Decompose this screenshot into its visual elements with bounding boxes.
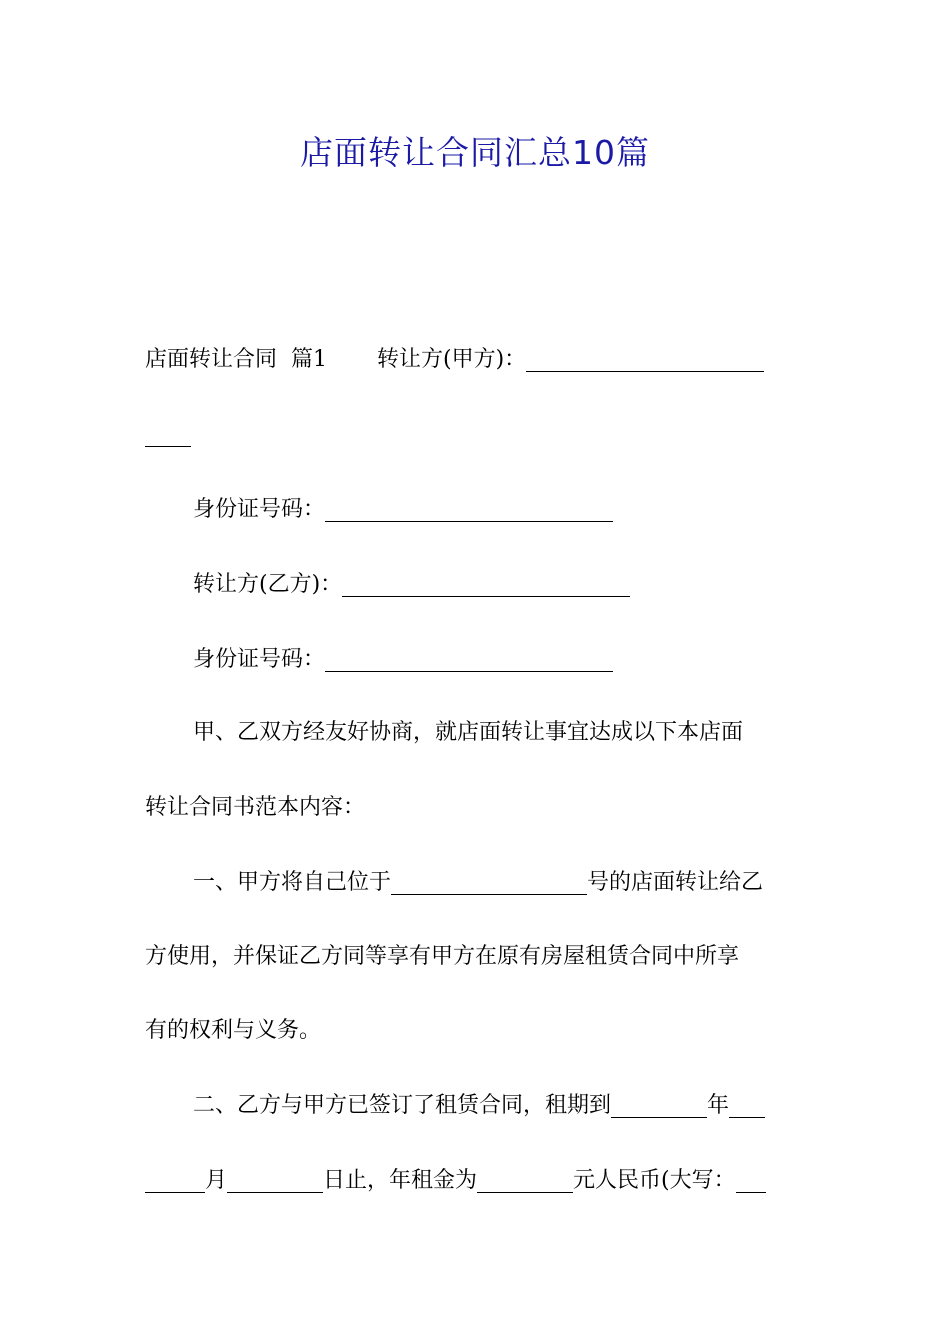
year-blank	[611, 1093, 707, 1118]
document-title: 店面转让合同汇总10篇	[300, 133, 650, 172]
clause-2-year-label: 年	[707, 1093, 730, 1118]
party-a-blank	[526, 347, 764, 372]
clause-1-line-1	[193, 863, 863, 903]
party-a-blank-continuation	[145, 422, 191, 447]
id-line-b	[193, 640, 863, 680]
clause-2-line-1	[193, 1086, 863, 1126]
clause-2-text-b: 日止，年租金为	[323, 1168, 478, 1193]
id-label-b: 身份证号码：	[193, 647, 326, 672]
clause-2-line-2	[145, 1161, 815, 1201]
heading-line	[145, 340, 815, 380]
clause-2-text-a: 二、乙方与甲方已签订了租赁合同，租期到	[193, 1093, 612, 1118]
rent-blank	[477, 1168, 573, 1193]
rent-capital-blank	[736, 1168, 766, 1193]
day-blank	[227, 1168, 323, 1193]
party-a-label: 转让方(甲方)：	[377, 347, 527, 372]
month-blank-start	[729, 1093, 765, 1118]
party-a-blank-continued	[145, 415, 815, 455]
intro-line-2: 转让合同书范本内容：	[145, 795, 366, 820]
id-label-a: 身份证号码：	[193, 497, 326, 522]
party-b-label: 转让方(乙方)：	[193, 572, 343, 597]
section-number: 篇1	[291, 347, 328, 372]
clause-2-month-label: 月	[205, 1168, 228, 1193]
section-heading: 店面转让合同	[145, 347, 278, 372]
party-b-blank	[342, 572, 630, 597]
id-blank-a	[325, 497, 613, 522]
month-blank-end	[145, 1168, 205, 1193]
intro-line-1: 甲、乙双方经友好协商，就店面转让事宜达成以下本店面	[193, 720, 744, 745]
clause-1-text-a: 一、甲方将自己位于	[193, 870, 392, 895]
clause-1-line-2: 方使用，并保证乙方同等享有甲方在原有房屋租赁合同中所享	[145, 944, 740, 969]
clause-1-line-3: 有的权利与义务。	[145, 1018, 322, 1043]
address-blank	[391, 870, 587, 895]
party-b-line	[193, 565, 863, 605]
id-line-a	[193, 490, 863, 530]
clause-2-text-c: 元人民币(大写：	[573, 1168, 736, 1193]
clause-1-text-b: 号的店面转让给乙	[587, 870, 764, 895]
id-blank-b	[325, 647, 613, 672]
